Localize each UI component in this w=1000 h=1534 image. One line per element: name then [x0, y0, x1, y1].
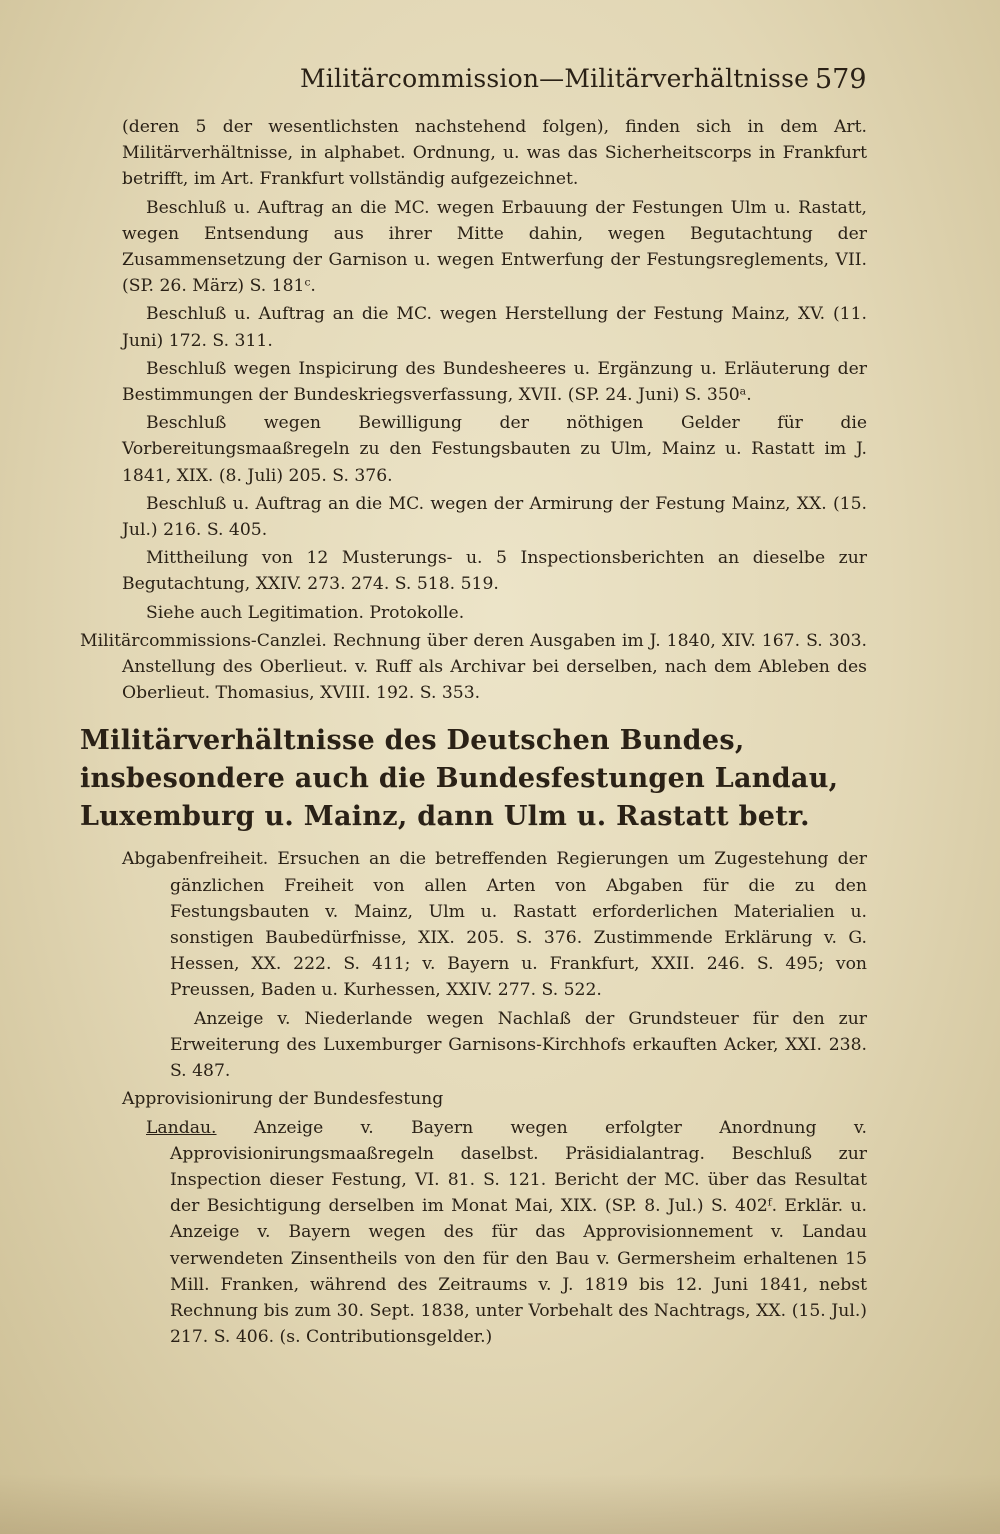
- entry-paragraph: Approvisionirung der Bundesfestung: [122, 1089, 444, 1110]
- see-also-reference: Siehe auch Legitimation. Protokolle.: [146, 602, 465, 623]
- entry-paragraph: Beschluß wegen Bewilligung der nöthigen Gelder für die Vorbereitungsmaaßregeln zu den Festungsbauten zu Ulm, Mainz u. Rastatt im J. 1841, XIX. (8. Juli) 205. S. 376.: [122, 413, 867, 486]
- entry-paragraph: Beschluß u. Auftrag an die MC. wegen Herstellung der Festung Mainz, XV. (11. Juni) 172. S. 311.: [122, 304, 867, 351]
- entry-paragraph: Mittheilung von 12 Musterungs- u. 5 Inspectionsberichten an dieselbe zur Begutachtung, XXIV. 273. 274. S. 518. 519.: [122, 548, 867, 595]
- subentry-text: Anzeige v. Bayern wegen erfolgter Anordnung v. Approvisionirungsmaaßregeln daselbst. Präsidialantrag. Beschluß zur Inspection dieser Festung, VI. 81. S. 121. Bericht der MC. über das Resultat der Besichtigung derselben im Monat Mai, XIX. (SP. 8. Jul.) S. 402ᶠ. Erklär. u. Anzeige v. Bayern wegen des für das Approvisionnement v. Landau verwendeten Zinsentheils von den für den Bau v. Germersheim erhaltenen 15 Mill. Franken, während des Zeitraums v. J. 1819 bis 12. Juni 1841, nebst Rechnung bis zum 30. Sept. 1838, unter Vorbehalt des Nachtrags, XX. (15. Jul.) 217. S. 406. (s. Contributionsgelder.): [170, 1117, 867, 1348]
- running-title: Militärcommission—Militärverhältnisse: [300, 64, 810, 93]
- section-heading: Militärverhältnisse des Deutschen Bundes, insbesondere auch die Bundesfestungen Landau, Luxemburg u. Mainz, dann Ulm u. Rastatt betr.: [80, 725, 839, 833]
- body-text: [80, 114, 867, 1352]
- entry-paragraph: Militärcommissions-Canzlei. Rechnung über deren Ausgaben im J. 1840, XIV. 167. S. 303. Anstellung des Oberlieut. v. Ruff als Archivar bei derselben, nach dem Ableben des Oberlieut. Thomasius, XVIII. 192. S. 353.: [80, 630, 867, 704]
- entry-paragraph: Beschluß u. Auftrag an die MC. wegen Erbauung der Festungen Ulm u. Rastatt, wegen Entsendung aus ihrer Mitte dahin, wegen Begutachtung der Zusammensetzung der Garnison u. wegen Entwerfung der Festungsreglements, VII. (SP. 26. März) S. 181ᶜ.: [122, 197, 867, 297]
- page-number: 579: [815, 64, 867, 95]
- subentry-label: Landau.: [146, 1117, 217, 1138]
- running-head: [0, 64, 1000, 100]
- entry-paragraph: Abgabenfreiheit. Ersuchen an die betreffenden Regierungen um Zugestehung der gänzlichen Freiheit von allen Arten von Abgaben für die zu den Festungsbauten v. Mainz, Ulm u. Rastatt erforderlichen Materialien u. sonstigen Baubedürfnisse, XIX. 205. S. 376. Zustimmende Erklärung v. G. Hessen, XX. 222. S. 411; v. Bayern u. Frankfurt, XXII. 246. S. 495; von Preussen, Baden u. Kurhessen, XXIV. 277. S. 522.: [122, 849, 867, 1001]
- entry-paragraph: Beschluß wegen Inspicirung des Bundesheeres u. Ergänzung u. Erläuterung der Bestimmungen der Bundeskriegsverfassung, XVII. (SP. 24. Juni) S. 350ᵃ.: [122, 358, 867, 406]
- entry-paragraph: Beschluß u. Auftrag an die MC. wegen der Armirung der Festung Mainz, XX. (15. Jul.) 216. S. 405.: [122, 493, 867, 541]
- entry-paragraph: [122, 1115, 867, 1351]
- entry-paragraph: (deren 5 der wesentlichsten nachstehend folgen), finden sich in dem Art. Militärverhältnisse, in alphabet. Ordnung, u. was das Sicherheitscorps in Frankfurt betrifft, im Art. Frankfurt vollständig aufgezeichnet.: [122, 117, 867, 190]
- entry-paragraph: Anzeige v. Niederlande wegen Nachlaß der Grundsteuer für den zur Erweiterung des Luxemburger Garnisons-Kirchhofs erkauften Acker, XXI. 238. S. 487.: [170, 1008, 867, 1082]
